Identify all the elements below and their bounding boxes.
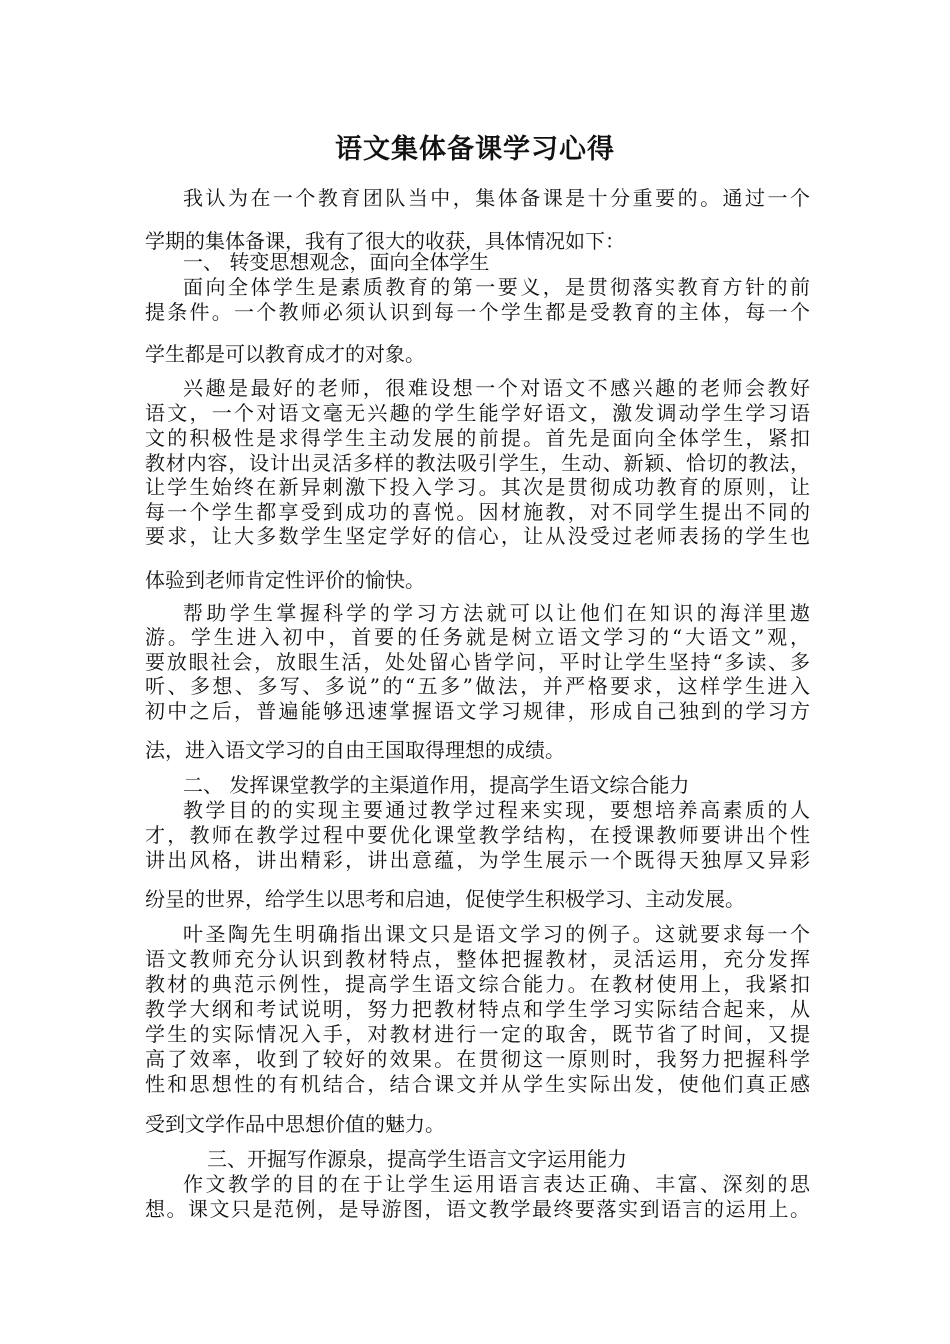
paragraph-line: 法，进入语文学习的自由王国取得理想的成绩。 <box>145 738 565 762</box>
paragraph-line: 要求，让大多数学生坚定学好的信心，让从没受过老师表扬的学生也 <box>145 524 810 548</box>
paragraph-line: 讲出风格，讲出精彩，讲出意蕴，为学生展示一个既得天独厚又异彩 <box>145 848 810 872</box>
paragraph-line: 每一个学生都享受到成功的喜悦。因材施教，对不同学生提出不同的 <box>145 500 810 524</box>
paragraph-line: 体验到老师肯定性评价的愉快。 <box>145 568 425 592</box>
paragraph-line: 作文教学的目的在于让学生运用语言表达正确、丰富、深刻的思 <box>183 1172 810 1196</box>
paragraph-line: 受到文学作品中思想价值的魅力。 <box>145 1112 445 1136</box>
paragraph-line: 才，教师在教学过程中要优化课堂教学结构，在授课教师要讲出个性 <box>145 823 810 847</box>
section-heading-2: 二、 发挥课堂教学的主渠道作用，提高学生语文综合能力 <box>183 773 690 797</box>
paragraph-line: 要放眼社会，放眼生活，处处留心皆学问，平时让学生坚持“多读、多 <box>145 650 810 674</box>
paragraph-line: 学生的实际情况入手，对教材进行一定的取舍，既节省了时间，又提 <box>145 1022 810 1046</box>
paragraph-line: 初中之后，普遍能够迅速掌握语文学习规律，形成自己独到的学习方 <box>145 699 810 723</box>
paragraph-line: 教学大纲和考试说明，努力把教材特点和学生学习实际结合起来，从 <box>145 997 810 1021</box>
paragraph-line: 帮助学生掌握科学的学习方法就可以让他们在知识的海洋里遨 <box>183 601 810 625</box>
paragraph-line: 学期的集体备课，我有了很大的收获，具体情况如下： <box>145 229 625 253</box>
paragraph-line: 兴趣是最好的老师，很难设想一个对语文不感兴趣的老师会教好 <box>183 376 810 400</box>
paragraph-line: 性和思想性的有机结合，结合课文并从学生实际出发，使他们真正感 <box>145 1072 810 1096</box>
paragraph-line: 语文，一个对语文毫无兴趣的学生能学好语文，激发调动学生学习语 <box>145 401 810 425</box>
section-heading-3: 三、开掘写作源泉，提高学生语言文字运用能力 <box>207 1147 627 1171</box>
paragraph-line: 教学目的的实现主要通过教学过程来实现，要想培养高素质的人 <box>183 798 810 822</box>
paragraph-line: 叶圣陶先生明确指出课文只是语文学习的例子。这就要求每一个 <box>183 922 810 946</box>
paragraph-line: 高了效率，收到了较好的效果。在贯彻这一原则时，我努力把握科学 <box>145 1047 810 1071</box>
paragraph-line: 听、多想、多写、多说”的“五多”做法，并严格要求，这样学生进入 <box>145 674 810 698</box>
paragraph-line: 纷呈的世界，给学生以思考和启迪，促使学生积极学习、主动发展。 <box>145 887 745 911</box>
paragraph-line: 语文教师充分认识到教材特点，整体把握教材，灵活运用，充分发挥 <box>145 947 810 971</box>
paragraph-line: 让学生始终在新异刺激下投入学习。其次是贯彻成功教育的原则，让 <box>145 475 810 499</box>
paragraph-line: 教材内容，设计出灵活多样的教法吸引学生，生动、新颖、恰切的教法， <box>145 451 810 475</box>
document-title: 语文集体备课学习心得 <box>335 134 615 165</box>
paragraph-line: 教材的典范示例性，提高学生语文综合能力。在教材使用上，我紧扣 <box>145 972 810 996</box>
paragraph-line: 提条件。一个教师必须认识到每一个学生都是受教育的主体，每一个 <box>145 300 810 324</box>
paragraph-line: 学生都是可以教育成才的对象。 <box>145 342 425 366</box>
paragraph-line: 文的积极性是求得学生主动发展的前提。首先是面向全体学生，紧扣 <box>145 426 810 450</box>
paragraph-line: 游。学生进入初中，首要的任务就是树立语文学习的“大语文”观， <box>145 625 810 649</box>
paragraph-line: 我认为在一个教育团队当中，集体备课是十分重要的。通过一个 <box>183 186 810 210</box>
section-heading-1: 一、 转变思想观念，面向全体学生 <box>183 250 490 274</box>
paragraph-line: 面向全体学生是素质教育的第一要义，是贯彻落实教育方针的前 <box>183 275 810 299</box>
paragraph-line: 想。课文只是范例，是导游图，语文教学最终要落实到语言的运用上。 <box>145 1197 810 1221</box>
